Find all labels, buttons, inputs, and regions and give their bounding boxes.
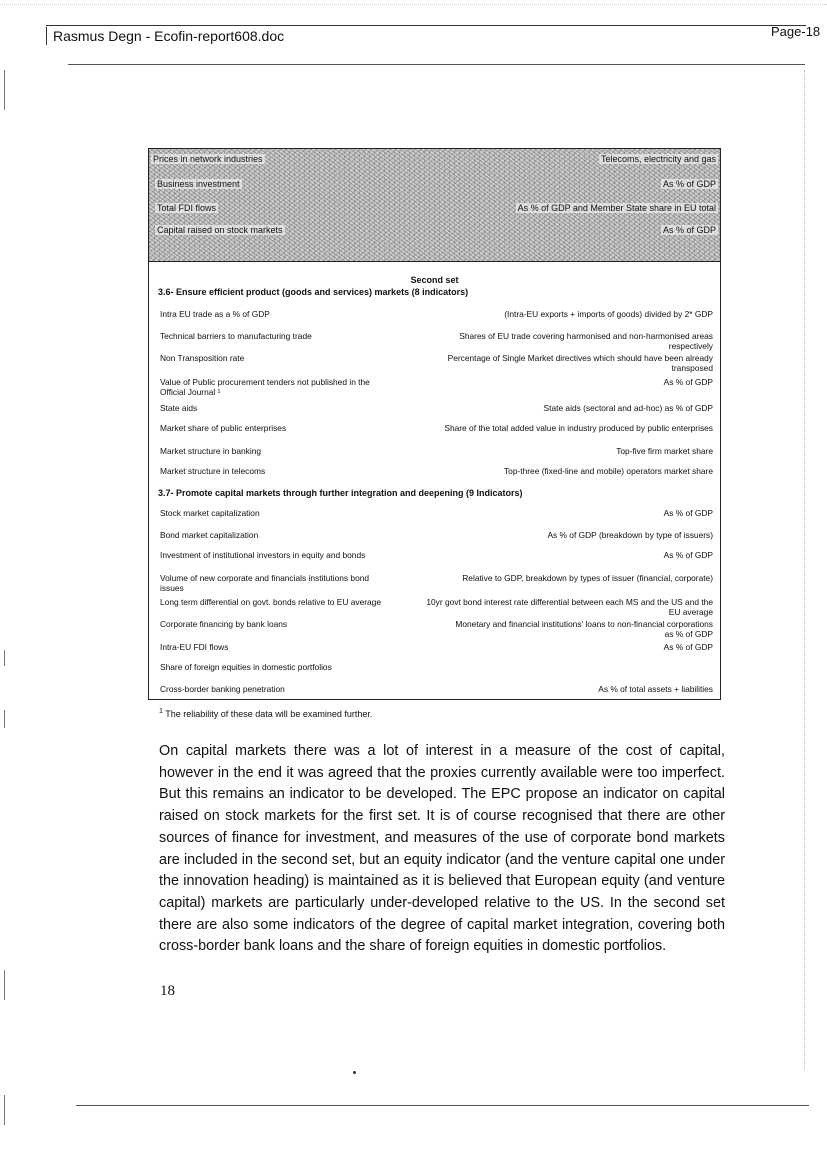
indicator-name: Cross-border banking penetration <box>160 684 285 694</box>
indicator-name: Intra-EU FDI flows <box>160 642 229 652</box>
indicator-definition: Monetary and financial institutions' loans to non-financial corporations as % of GDP <box>455 619 713 639</box>
document-title: Rasmus Degn - Ecofin-report608.doc <box>53 28 285 44</box>
noisy-row-right: Telecoms, electricity and gas <box>600 154 716 164</box>
indicator-definition: State aids (sectoral and ad-hoc) as % of GDP <box>543 403 713 413</box>
indicator-name: Market structure in banking <box>160 446 262 456</box>
section-heading-3-7: 3.7- Promote capital markets through further integration and deepening (9 Indicators) <box>158 488 523 498</box>
scan-margin-mark <box>4 1095 5 1125</box>
page-number: 18 <box>160 983 175 999</box>
indicator-definition: (Intra-EU exports + imports of goods) divided by 2* GDP <box>504 309 713 319</box>
scan-artifact-line <box>0 4 827 5</box>
scan-margin-mark <box>4 970 5 1000</box>
page-bottom-rule <box>76 1105 809 1106</box>
indicator-name: Technical barriers to manufacturing trade <box>160 331 312 341</box>
scan-margin-mark <box>4 710 5 728</box>
noisy-row-left: Business investment <box>157 179 240 189</box>
indicator-definition: Top-three (fixed-line and mobile) operators market share <box>503 466 713 476</box>
indicator-definition: Relative to GDP, breakdown by types of issuer (financial, corporate) <box>462 573 713 583</box>
indicator-name: Share of foreign equities in domestic portfolios <box>160 662 332 672</box>
indicator-definition: Percentage of Single Market directives which should have been already transposed <box>447 353 713 373</box>
noisy-row-right: As % of GDP <box>662 179 716 189</box>
noisy-row-left: Prices in network industries <box>153 154 263 164</box>
indicator-name: Market structure in telecoms <box>160 466 266 476</box>
scan-right-margin <box>804 70 805 1070</box>
indicator-name: Stock market capitalization <box>160 508 260 518</box>
indicator-definition: As % of GDP <box>663 642 713 652</box>
indicator-definition: As % of GDP (breakdown by type of issuers) <box>547 530 713 540</box>
indicator-name: Volume of new corporate and financials institutions bond issues <box>160 573 370 593</box>
indicator-name: Value of Public procurement tenders not published in the Official Journal ¹ <box>160 377 370 397</box>
indicator-definition: As % of GDP <box>663 550 713 560</box>
header-tick <box>46 27 47 45</box>
indicator-name: Bond market capitalization <box>160 530 259 540</box>
noisy-row-right: As % of GDP and Member State share in EU total <box>517 203 716 213</box>
indicator-name: Intra EU trade as a % of GDP <box>160 309 270 319</box>
indicator-definition: Shares of EU trade covering harmonised and non-harmonised areas respectively <box>459 331 713 351</box>
indicator-name: State aids <box>160 403 198 413</box>
footnote-text: The reliability of these data will be examined further. <box>165 709 373 719</box>
indicator-definition: Top-five firm market share <box>616 446 713 456</box>
noisy-row-left: Total FDI flows <box>157 203 217 213</box>
indicator-definition: Share of the total added value in industry produced by public enterprises <box>444 423 713 433</box>
section-heading-3-6: 3.6- Ensure efficient product (goods and services) markets (8 indicators) <box>158 287 469 297</box>
body-paragraph: On capital markets there was a lot of interest in a measure of the cost of capital, however in the end it was agreed that the proxies currently available were too imperfect. But this remains an indicator to be developed. The EPC propose an indicator on capital raised on stock markets for the first set. It is of course recognised that there are other sources of finance for investment, and measures of the use of corporate bond markets are included in the second set, but an equity indicator (and the venture capital one under the innovation heading) is maintained as it is believed that European equity (and venture capital) markets are particularly under-developed relative to the US. In the second set there are also some indicators of the degree of capital market integration, covering both cross-border bank loans and the share of foreign equities in domestic portfolios. <box>159 743 725 955</box>
page-top-rule <box>68 64 805 65</box>
indicator-name: Long term differential on govt. bonds relative to EU average <box>160 597 381 607</box>
scan-margin-mark <box>4 650 5 666</box>
header-rule <box>46 25 806 26</box>
scan-speck <box>353 1071 356 1074</box>
indicator-name: Investment of institutional investors in equity and bonds <box>160 550 366 560</box>
indicator-definition: 10yr govt bond interest rate differential between each MS and the US and the EU average <box>426 597 713 617</box>
footnote-mark: 1 <box>159 708 163 715</box>
noisy-row-left: Capital raised on stock markets <box>157 225 283 235</box>
indicator-name: Non Transposition rate <box>160 353 245 363</box>
set-title: Second set <box>410 275 459 285</box>
scanned-noisy-region <box>149 149 720 262</box>
indicator-definition: As % of GDP <box>663 377 713 387</box>
indicator-definition: As % of total assets + liabilities <box>598 684 713 694</box>
footnote <box>159 708 372 719</box>
indicator-definition: As % of GDP <box>663 508 713 518</box>
noisy-row-right: As % of GDP <box>662 225 716 235</box>
scan-margin-mark <box>4 70 5 110</box>
indicator-name: Market share of public enterprises <box>160 423 287 433</box>
page-label: Page-18 <box>771 24 821 39</box>
indicator-table <box>148 148 721 700</box>
indicator-name: Corporate financing by bank loans <box>160 619 288 629</box>
